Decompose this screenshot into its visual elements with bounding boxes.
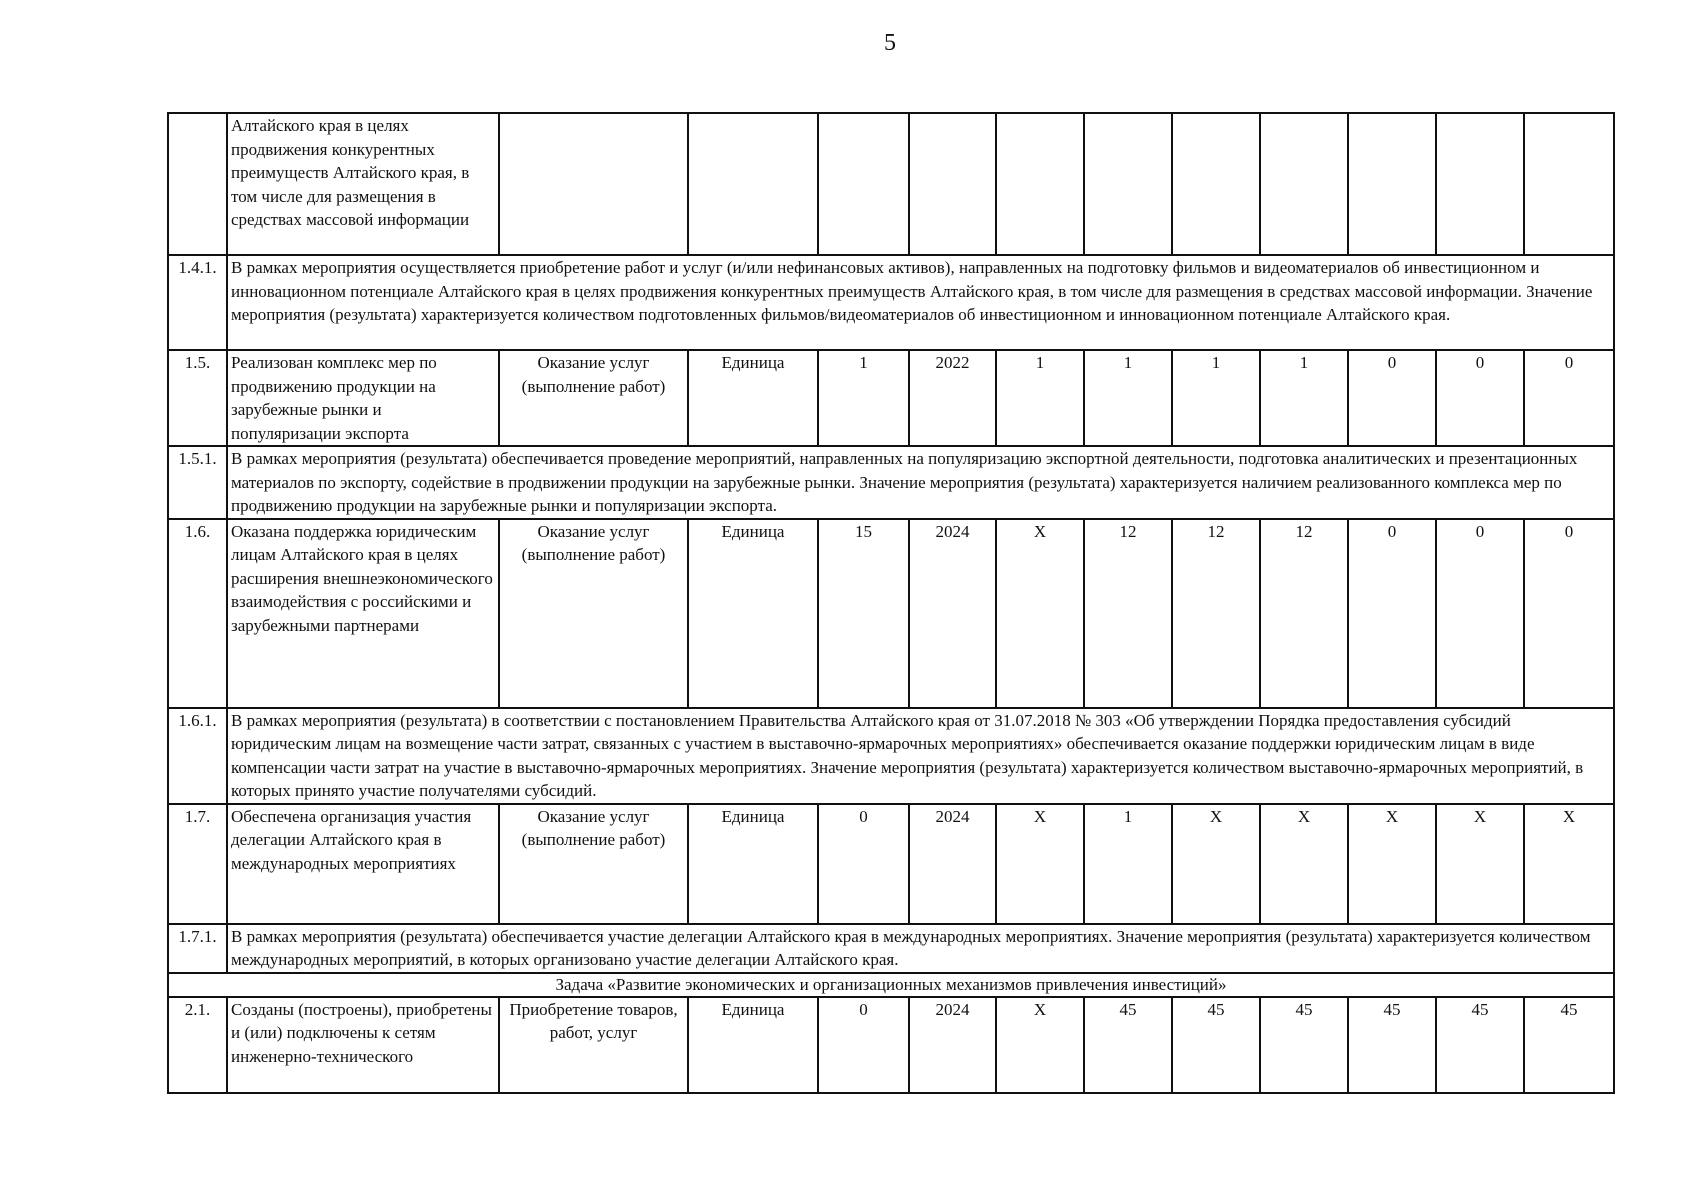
result-name: Созданы (построены), приобретены и (или) подключены к сетям инженерно-технического [227,997,499,1093]
base-value [818,113,909,255]
description-text: В рамках мероприятия (результата) в соответствии с постановлением Правительства Алтайского края от 31.07.2018 № 303 «Об утверждении Порядка предоставления субсидий юридическим лицам на возмещение части затрат, связанных с участием в выставочно-ярмарочных мероприятиях» обеспечивается оказание поддержки юридическим лицам в виде компенсации части затрат на участие в выставочно-ярмарочных мероприятиях. Значение мероприятия (результата) характеризуется количеством выставочно-ярмарочных мероприятий, в которых принято участие получателями субсидий. [227,708,1614,804]
row-number: 1.4.1. [168,255,227,350]
year-value-6: 45 [1436,997,1524,1093]
description-row [168,924,1614,973]
year-value-3: X [1172,804,1260,924]
unit-cell [688,113,818,255]
task-row [168,973,1614,997]
year-value-2: 1 [1084,350,1172,446]
row-number: 1.7. [168,804,227,924]
row-number: 1.7.1. [168,924,227,973]
unit-cell: Единица [688,519,818,708]
task-heading: Задача «Развитие экономических и организационных механизмов привлечения инвестиций» [168,973,1614,997]
base-year: 2024 [909,997,996,1093]
base-year [909,113,996,255]
row-number: 1.5.1. [168,446,227,519]
description-row [168,446,1614,519]
unit-cell: Единица [688,997,818,1093]
page-number: 5 [884,30,896,56]
base-value: 0 [818,997,909,1093]
result-type: Оказание услуг (выполнение работ) [499,804,688,924]
year-value-3: 1 [1172,350,1260,446]
year-value-5: 0 [1348,519,1436,708]
description-row [168,255,1614,350]
result-name: Обеспечена организация участия делегации Алтайского края в международных мероприятиях [227,804,499,924]
year-value-4: 1 [1260,350,1348,446]
year-value-4: 12 [1260,519,1348,708]
year-value-1 [996,113,1084,255]
year-value-2: 45 [1084,997,1172,1093]
result-type [499,113,688,255]
year-value-1: X [996,519,1084,708]
result-row [168,350,1614,446]
year-value-5: X [1348,804,1436,924]
result-name: Оказана поддержка юридическим лицам Алтайского края в целях расширения внешнеэкономического взаимодействия с российскими и зарубежными партнерами [227,519,499,708]
year-value-1: 1 [996,350,1084,446]
year-value-2: 1 [1084,804,1172,924]
year-value-5 [1348,113,1436,255]
year-value-5: 45 [1348,997,1436,1093]
year-value-3: 45 [1172,997,1260,1093]
row-number: 1.6. [168,519,227,708]
year-value-7: 0 [1524,350,1614,446]
year-value-6: 0 [1436,350,1524,446]
year-value-7: 45 [1524,997,1614,1093]
base-year: 2024 [909,519,996,708]
year-value-1: X [996,997,1084,1093]
unit-cell: Единица [688,350,818,446]
result-type: Оказание услуг (выполнение работ) [499,350,688,446]
year-value-2 [1084,113,1172,255]
result-row [168,519,1614,708]
description-text: В рамках мероприятия (результата) обеспечивается проведение мероприятий, направленных на популяризацию экспортной деятельности, подготовка аналитических и презентационных материалов по экспорту, содействие в продвижении продукции на зарубежные рынки. Значение мероприятия (результата) характеризуется наличием реализованного комплекса мер по продвижению продукции на зарубежные рынки и популяризации экспорта. [227,446,1614,519]
description-text: В рамках мероприятия (результата) обеспечивается участие делегации Алтайского края в международных мероприятиях. Значение мероприятия (результата) характеризуется количеством международных мероприятий, в которых организовано участие делегации Алтайского края. [227,924,1614,973]
row-number: 1.6.1. [168,708,227,804]
year-value-3 [1172,113,1260,255]
base-year: 2022 [909,350,996,446]
results-table [167,112,1615,1094]
result-type: Приобретение товаров, работ, услуг [499,997,688,1093]
year-value-7: 0 [1524,519,1614,708]
year-value-7: X [1524,804,1614,924]
result-name: Реализован комплекс мер по продвижению продукции на зарубежные рынки и популяризации экспорта [227,350,499,446]
year-value-4 [1260,113,1348,255]
year-value-4: 45 [1260,997,1348,1093]
result-type: Оказание услуг (выполнение работ) [499,519,688,708]
base-year: 2024 [909,804,996,924]
base-value: 15 [818,519,909,708]
result-row [168,997,1614,1093]
year-value-7 [1524,113,1614,255]
year-value-4: X [1260,804,1348,924]
year-value-2: 12 [1084,519,1172,708]
year-value-6: 0 [1436,519,1524,708]
row-number [168,113,227,255]
row-number: 2.1. [168,997,227,1093]
result-row [168,804,1614,924]
year-value-6 [1436,113,1524,255]
row-number: 1.5. [168,350,227,446]
year-value-3: 12 [1172,519,1260,708]
description-row [168,708,1614,804]
unit-cell: Единица [688,804,818,924]
year-value-6: X [1436,804,1524,924]
result-row [168,113,1614,255]
base-value: 1 [818,350,909,446]
year-value-5: 0 [1348,350,1436,446]
description-text: В рамках мероприятия осуществляется приобретение работ и услуг (и/или нефинансовых активов), направленных на подготовку фильмов и видеоматериалов об инвестиционном и инновационном потенциале Алтайского края в целях продвижения конкурентных преимуществ Алтайского края, в том числе для размещения в средствах массовой информации. Значение мероприятия (результата) характеризуется количеством подготовленных фильмов/видеоматериалов об инвестиционном и инновационном потенциале Алтайского края. [227,255,1614,350]
year-value-1: X [996,804,1084,924]
result-name: Алтайского края в целях продвижения конкурентных преимуществ Алтайского края, в том числе для размещения в средствах массовой информации [227,113,499,255]
base-value: 0 [818,804,909,924]
